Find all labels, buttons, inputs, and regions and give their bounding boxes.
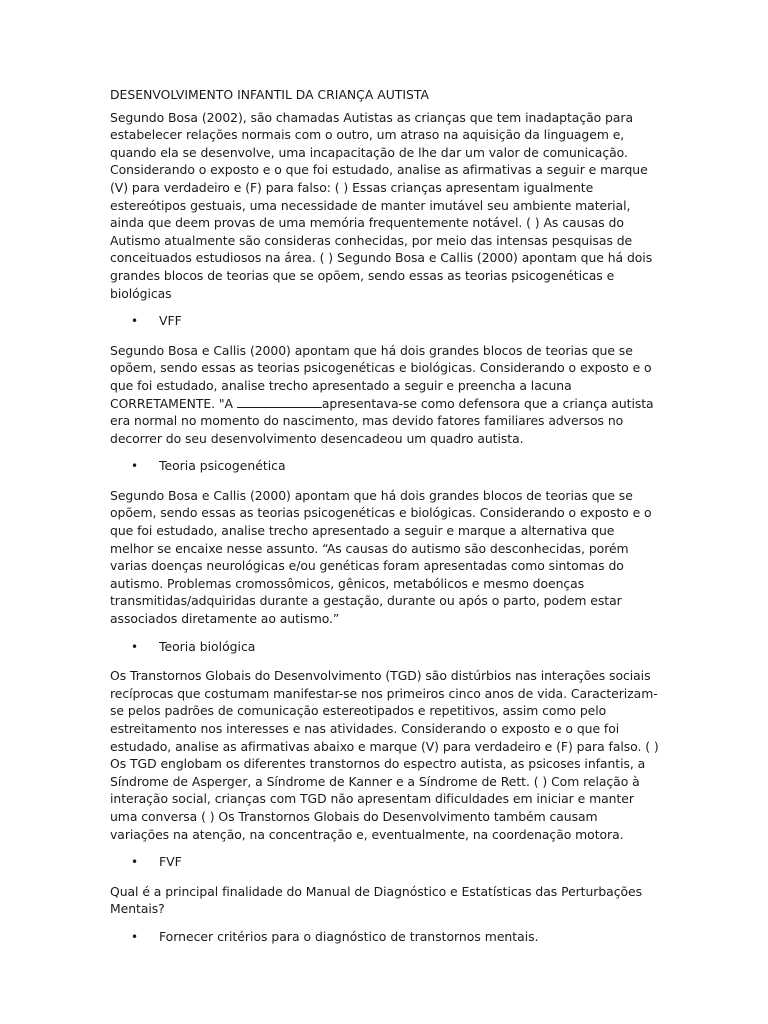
document-title: DESENVOLVIMENTO INFANTIL DA CRIANÇA AUTISTA <box>110 87 429 102</box>
answer-3 <box>110 638 660 657</box>
question-3-text: Segundo Bosa e Callis (2000) apontam que há dois grandes blocos de teorias que se opõem, sendo essas as teorias psicogenéticas e biológicas. Considerando o exposto e o que foi estudado, analise trecho apresentado a seguir e marque a alternativa que melhor se encaixe nesse assunto. “As causas do autismo são desconhecidas, porém varias doenças neurológicas e/ou genéticas foram apresentadas como sintomas do autismo. Problemas cromossômicos, gênicos, metabólicos e mesmo doenças transmitidas/adquiridas durante a gestação, durante ou após o parto, podem estar associados diretamente ao autismo.” <box>110 487 652 627</box>
answer-1 <box>110 312 660 331</box>
question-4-text: Os Transtornos Globais do Desenvolvimento (TGD) são distúrbios nas interações sociais recíprocas que costumam manifestar-se nos primeiros cinco anos de vida. Caracterizam-se pelos padrões de comunicação estereotipados e repetitivos, assim como pelo estreitamento nos interesses e nas atividades. Considerando o exposto e o que foi estudado, analise as afirmativas abaixo e marque (V) para verdadeiro e (F) para falso. ( ) Os TGD englobam os diferentes transtornos do espectro autista, as psicoses infantis, a Síndrome de Asperger, a Síndrome de Kanner e a Síndrome de Rett. ( ) Com relação à interação social, crianças com TGD não apresentam dificuldades em iniciar e manter uma conversa ( ) Os Transtornos Globais do Desenvolvimento também causam variações na atenção, na concentração e, eventualmente, na coordenação motora. <box>110 668 659 842</box>
question-2-text-before: Segundo Bosa e Callis (2000) apontam que há dois grandes blocos de teorias que se opõem, sendo essas as teorias psicogenéticas e biológicas. Considerando o exposto e o que foi estudado, analise trecho apresentado a seguir e preencha a lacuna CORRETAMENTE. "A <box>110 342 652 411</box>
question-2-text <box>110 342 660 448</box>
answer-2 <box>110 457 660 476</box>
question-1-text: Segundo Bosa (2002), são chamadas Autistas as crianças que tem inadaptação para estabelecer relações normais com o outro, um atraso na aquisição da linguagem e, quando ela se desenvolve, uma incapacitação de lhe dar um valor de comunicação. Considerando o exposto e o que foi estudado, analise as afirmativas a seguir e marque (V) para verdadeiro e (F) para falso: ( ) Essas crianças apresentam igualmente estereótipos gestuais, uma necessidade de manter imutável seu ambiente material, ainda que deem provas de uma memória frequentemente notável. ( ) As causas do Autismo atualmente são consideras conhecidas, por meio das intensas pesquisas de conceituados estudiosos na área. ( ) Segundo Bosa e Callis (2000) apontam que há dois grandes blocos de teorias que se opõem, sendo essas as teorias psicogenéticas e biológicas <box>110 109 653 301</box>
answer-3-text: Teoria biológica <box>159 638 256 654</box>
bullet-icon: • <box>131 639 139 654</box>
bullet-icon: • <box>131 314 139 329</box>
fill-in-blank <box>237 395 322 408</box>
answer-4 <box>110 853 660 872</box>
bullet-icon: • <box>131 855 139 870</box>
bullet-icon: • <box>131 929 139 944</box>
answer-1-text: VFF <box>159 313 182 329</box>
answer-5 <box>110 928 660 947</box>
bullet-icon: • <box>131 459 139 474</box>
answer-5-text: Fornecer critérios para o diagnóstico de transtornos mentais. <box>159 928 539 944</box>
answer-4-text: FVF <box>159 854 182 870</box>
question-2-text-after: apresentava-se como defensora que a criança autista era normal no momento do nascimento, mas devido fatores familiares adversos no decorrer do seu desenvolvimento desencadeou um quadro autista. <box>110 395 654 446</box>
answer-2-text: Teoria psicogenética <box>159 458 286 474</box>
question-5-text: Qual é a principal finalidade do Manual de Diagnóstico e Estatísticas das Perturbações Mentais? <box>110 883 642 917</box>
